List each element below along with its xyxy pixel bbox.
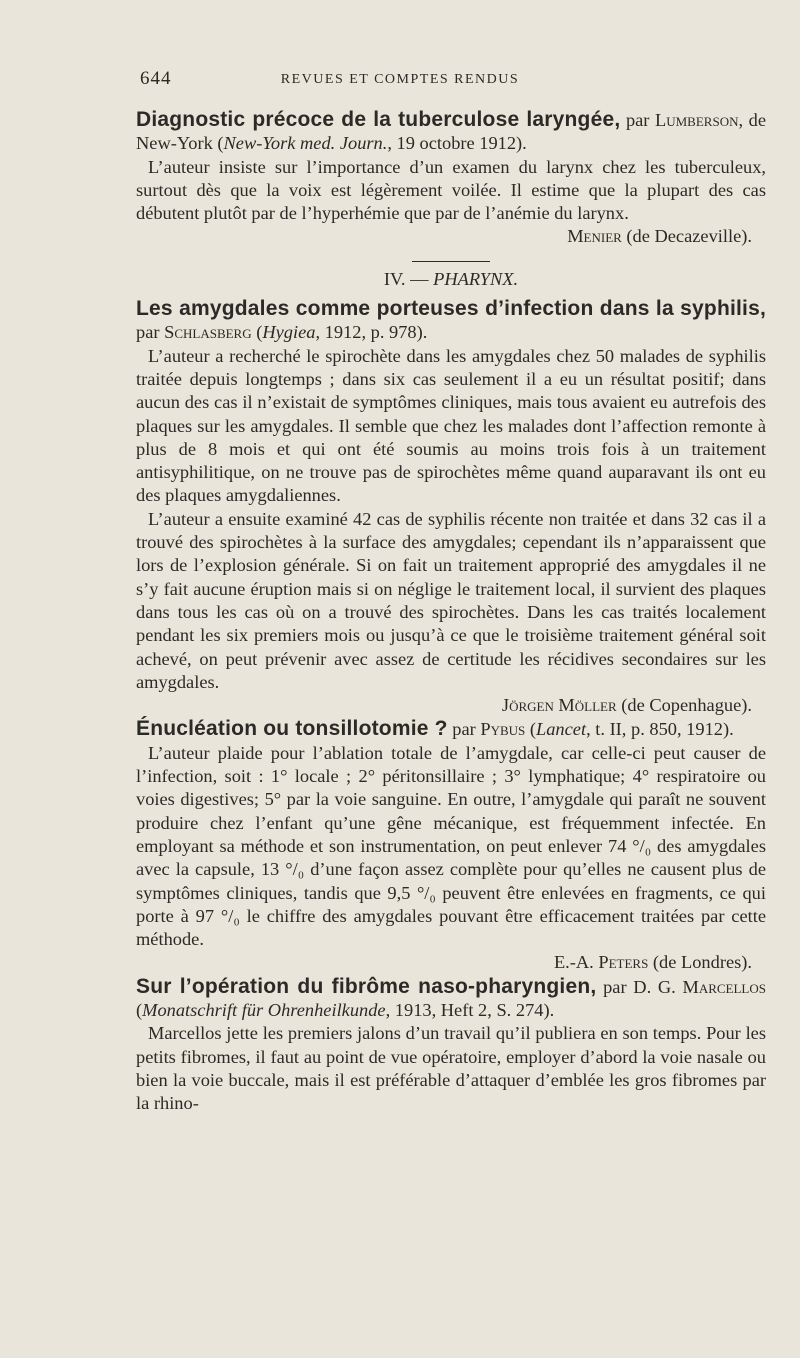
section-rule <box>412 261 490 262</box>
article-1-journal: New-York med. Journ. <box>223 133 388 154</box>
article-2-signature: Jörgen Möller (de Copenhague). <box>501 695 752 716</box>
page-number: 644 <box>140 68 172 89</box>
article-4-body: Marcellos jette les premiers jalons d’un travail qu’il publiera en son temps. Pour les petits fibromes, il faut au point de vue opératoire, employer d’abord la voie nasale ou bien la voie buccale, mais il est préférable d’attaquer d’emblée les gros fibromes par la rhino- <box>136 1023 766 1114</box>
section-heading: IV. — PHARYNX. <box>136 261 766 291</box>
article-3-journal: Lancet <box>536 719 587 740</box>
article-4-author: Marcellos <box>682 976 766 997</box>
article-2-journal: Hygiea <box>262 322 316 343</box>
article-2-title: Les amygdales comme porteuses d’infection dans la syphilis, <box>136 297 766 321</box>
article-1-signature: Menier (de Decazeville). <box>567 226 752 247</box>
article-2-paragraph-2: L’auteur a ensuite examiné 42 cas de syphilis récente non traitée et dans 32 cas il a trouvé des spirochètes à la surface des amygdales; cependant ils n’apparaissent que lors de l’explosion générale. Si on fait un traitement approprié des amygdales il ne s’y fait aucune éruption mais si on néglige le traitement local, il survient des plaques dans tous les cas où on a trouvé des spirochètes. Dans les cas traités localement pendant les six premiers mois ou jusqu’à ce que le troisième traitement général soit achevé, on peut prévenir avec assez de certitude les récidives secondaires sur les amygdales. <box>136 508 766 692</box>
article-4-title: Sur l’opération du fibrôme naso-pharyngien, <box>136 974 597 998</box>
article-1-heading: Diagnostic précoce de la tuberculose laryngée, par Lumberson, de New-York (New-York med. Journ., 19 octobre 1912). <box>136 108 767 154</box>
article-3-body: L’auteur plaide pour l’ablation totale de l’amygdale, car celle-ci peut causer de l’infection, soit : 1° locale ; 2° péritonsillaire ; 3° lymphatique; 4° respiratoire ou voies digestives; 5° par la voie sanguine. En outre, l’amygdale qui paraît ne souvent produire chez l’enfant qu’une gêne mécanique, est fréquemment infectée. En employant sa méthode et son instrumentation, on peut enlever 74 °/₀ des amygdales avec la capsule, 13 °/₀ d’une façon assez complète pour qu’elles ne causent plus de symptômes cliniques, tandis que 9,5 °/₀ peuvent être enlevées en fragments, ce qui porte à 97 °/₀ le chiffre des amygdales pouvant être efficacement traitées par cette méthode. <box>136 742 766 950</box>
text-column <box>136 108 766 1115</box>
article-3-heading: Énucléation ou tonsillotomie ? par Pybus (Lancet, t. II, p. 850, 1912). <box>136 717 734 741</box>
article-3-author: Pybus <box>480 719 526 740</box>
article-3-signature: E.-A. Peters (de Londres). <box>553 952 752 973</box>
article-2-heading: Les amygdales comme porteuses d’infection dans la syphilis, par Schlasberg (Hygiea, 1912, p. 978). <box>136 297 766 343</box>
section-name: PHARYNX. <box>433 268 519 289</box>
article-1-title: Diagnostic précoce de la tuberculose laryngée, <box>136 108 621 131</box>
article-4-journal: Monatschrift für Ohrenheilkunde <box>142 999 386 1020</box>
article-4-heading: Sur l’opération du fibrôme naso-pharyngien, par D. G. Marcellos (Monatschrift für Ohrenheilkunde, 1913, Heft 2, S. 274). <box>136 974 766 1020</box>
article-1-body: L’auteur insiste sur l’importance d’un examen du larynx chez les tuberculeux, surtout dès que la voix est légèrement voilée. Il estime que la plupart des cas débutent plutôt par de l’hyperhémie que par de l’anémie du larynx. <box>136 156 766 224</box>
article-2-paragraph-1: L’auteur a recherché le spirochète dans les amygdales chez 50 malades de syphilis traitée depuis longtemps ; dans six cas seulement il a eu un résultat positif; dans aucun des cas il n’existait de symptômes cliniques, mais tous avaient eu autrefois des plaques sur les amygdales. Il semble que chez les malades dont l’affection remonte à plus de 8 mois et qui ont été soumis au moins trois fois à un traitement antisyphilitique, on ne trouve pas de spirochètes même quand auparavant ils ont eu des plaques amygdaliennes. <box>136 345 766 506</box>
article-1-author: Lumberson <box>655 110 739 130</box>
article-2-author: Schlasberg <box>164 322 252 343</box>
article-3-title: Énucléation ou tonsillotomie ? <box>136 717 448 741</box>
running-title: REVUES ET COMPTES RENDUS <box>280 72 520 87</box>
